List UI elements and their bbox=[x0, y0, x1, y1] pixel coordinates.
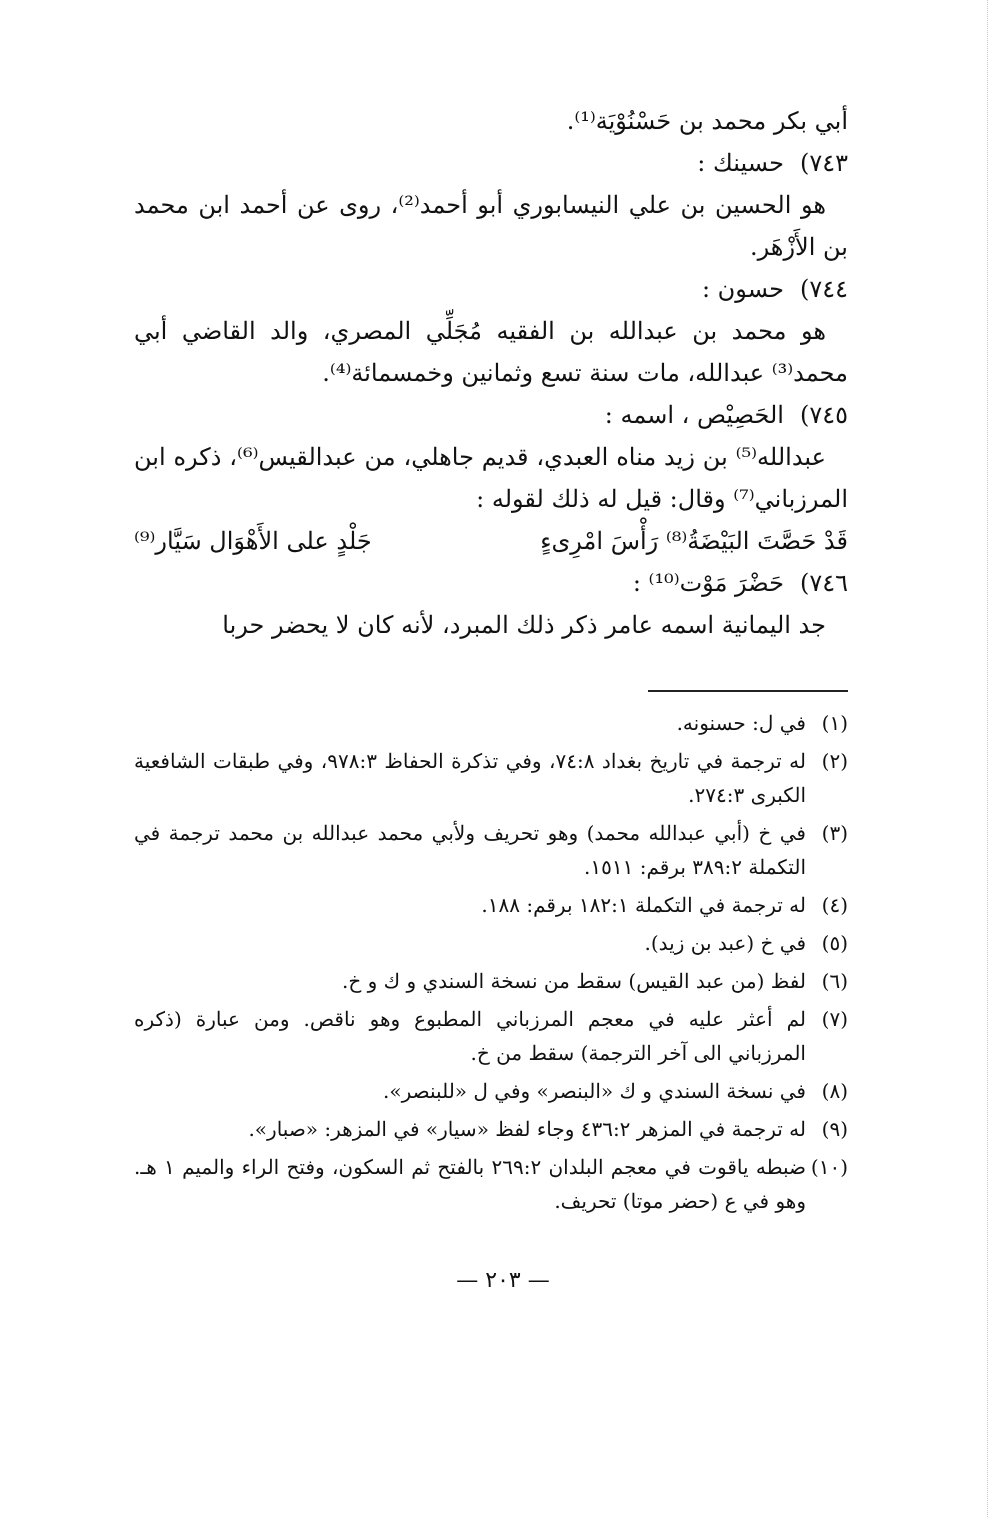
entry-743-heading bbox=[134, 142, 848, 184]
footnote bbox=[134, 926, 848, 960]
previous-entry-tail: أبي بكر محمد بن حَسْنُوْيَة⁽¹⁾. bbox=[566, 107, 848, 135]
verse-first-hemistich: قَدْ حَصَّتَ البَيْضَةُ⁽⁸⁾ رَأْسَ امْرِىءٍ bbox=[540, 527, 848, 555]
footnote-text: في خ (أبي عبدالله محمد) وهو تحريف ولأبي محمد عبدالله بن محمد ترجمة في التكملة ٣٨٩:٢ برقم: ١٥١١. bbox=[134, 821, 806, 879]
footnote-text: لم أعثر عليه في معجم المرزباني المطبوع وهو ناقص. ومن عبارة (ذكره المرزباني الى آخر الترجمة) سقط من خ. bbox=[134, 1007, 806, 1065]
footnote-number: (٥) bbox=[821, 931, 848, 955]
footnote bbox=[134, 964, 848, 998]
footnote-text: له ترجمة في تاريخ بغداد ٧٤:٨، وفي تذكرة الحفاظ ٩٧٨:٣، وفي طبقات الشافعية الكبرى ٢٧٤:٣. bbox=[134, 749, 806, 807]
footnote-number: (٨) bbox=[821, 1079, 848, 1103]
entry-746-number: ٧٤٦) bbox=[799, 569, 848, 597]
footnote-text: في ل: حسنونه. bbox=[676, 711, 806, 735]
footnote-number: (٧) bbox=[821, 1007, 848, 1031]
main-text bbox=[134, 100, 848, 646]
entry-746-heading bbox=[134, 562, 848, 604]
footnote-separator bbox=[648, 690, 848, 692]
footnote bbox=[134, 1112, 848, 1146]
footnote-number: (٩) bbox=[821, 1117, 848, 1141]
entry-743-number: ٧٤٣) bbox=[799, 149, 848, 177]
entry-745-verse bbox=[134, 520, 848, 562]
entry-744-title: حسون : bbox=[701, 275, 784, 303]
footnote-number: (١٠) bbox=[810, 1155, 848, 1179]
footnote-text: ضبطه ياقوت في معجم البلدان ٢٦٩:٢ بالفتح ثم السكون، وفتح الراء والميم ١ هـ. وهو في ع (حضر موتا) تحريف. bbox=[134, 1155, 806, 1213]
footnote-text: له ترجمة في التكملة ١٨٢:١ برقم: ١٨٨. bbox=[481, 893, 806, 917]
footnote bbox=[134, 888, 848, 922]
entry-745-title: الحَصِيْص ، اسمه : bbox=[604, 401, 784, 429]
footnote-number: (٦) bbox=[821, 969, 848, 993]
footnotes bbox=[134, 706, 848, 1222]
footnote bbox=[134, 816, 848, 884]
footnote bbox=[134, 1002, 848, 1070]
footnote-text: لفظ (من عبد القيس) سقط من نسخة السندي و ك و خ. bbox=[341, 969, 806, 993]
footnote-number: (٣) bbox=[821, 821, 848, 845]
entry-746-title: حَضْرَ مَوْت⁽¹⁰⁾ : bbox=[632, 569, 784, 597]
footnote-number: (٢) bbox=[821, 749, 848, 773]
footnote-text: في نسخة السندي و ك «البنصر» وفي ل «للبنصر». bbox=[383, 1079, 806, 1103]
verse-second-hemistich: جَلْدٍ على الأَهْوَال سَيَّار⁽⁹⁾ bbox=[134, 527, 372, 555]
entry-743-text: هو الحسين بن علي النيسابوري أبو أحمد⁽²⁾، روى عن أحمد ابن محمد بن الأَزْهَر. bbox=[134, 191, 848, 261]
footnote-text: في خ (عبد بن زيد). bbox=[644, 931, 806, 955]
entry-744-text: هو محمد بن عبدالله بن الفقيه مُجَلِّي المصري، والد القاضي أبي محمد⁽³⁾ عبدالله، مات سنة تسع وثمانين وخمسمائة⁽⁴⁾. bbox=[134, 317, 848, 387]
entry-744-heading bbox=[134, 268, 848, 310]
entry-745-heading bbox=[134, 394, 848, 436]
entry-743-title: حسينك : bbox=[697, 149, 784, 177]
entry-745-number: ٧٤٥) bbox=[799, 401, 848, 429]
footnote bbox=[134, 1150, 848, 1218]
entry-744-number: ٧٤٤) bbox=[799, 275, 848, 303]
footnote-number: (٤) bbox=[821, 893, 848, 917]
footnote-text: له ترجمة في المزهر ٤٣٦:٢ وجاء لفظ «سيار» في المزهر: «صبار». bbox=[248, 1117, 806, 1141]
footnote bbox=[134, 1074, 848, 1108]
entry-745-text: عبدالله⁽⁵⁾ بن زيد مناه العبدي، قديم جاهلي، من عبدالقيس⁽⁶⁾، ذكره ابن المرزباني⁽⁷⁾ وقال: قيل له ذلك لقوله : bbox=[134, 443, 848, 513]
page-number: — ٢٠٣ — bbox=[456, 1268, 550, 1293]
entry-746-text: جد اليمانية اسمه عامر ذكر ذلك المبرد، لأنه كان لا يحضر حربا bbox=[222, 611, 826, 639]
footnote bbox=[134, 706, 848, 740]
footnote bbox=[134, 744, 848, 812]
footnote-number: (١) bbox=[821, 711, 848, 735]
